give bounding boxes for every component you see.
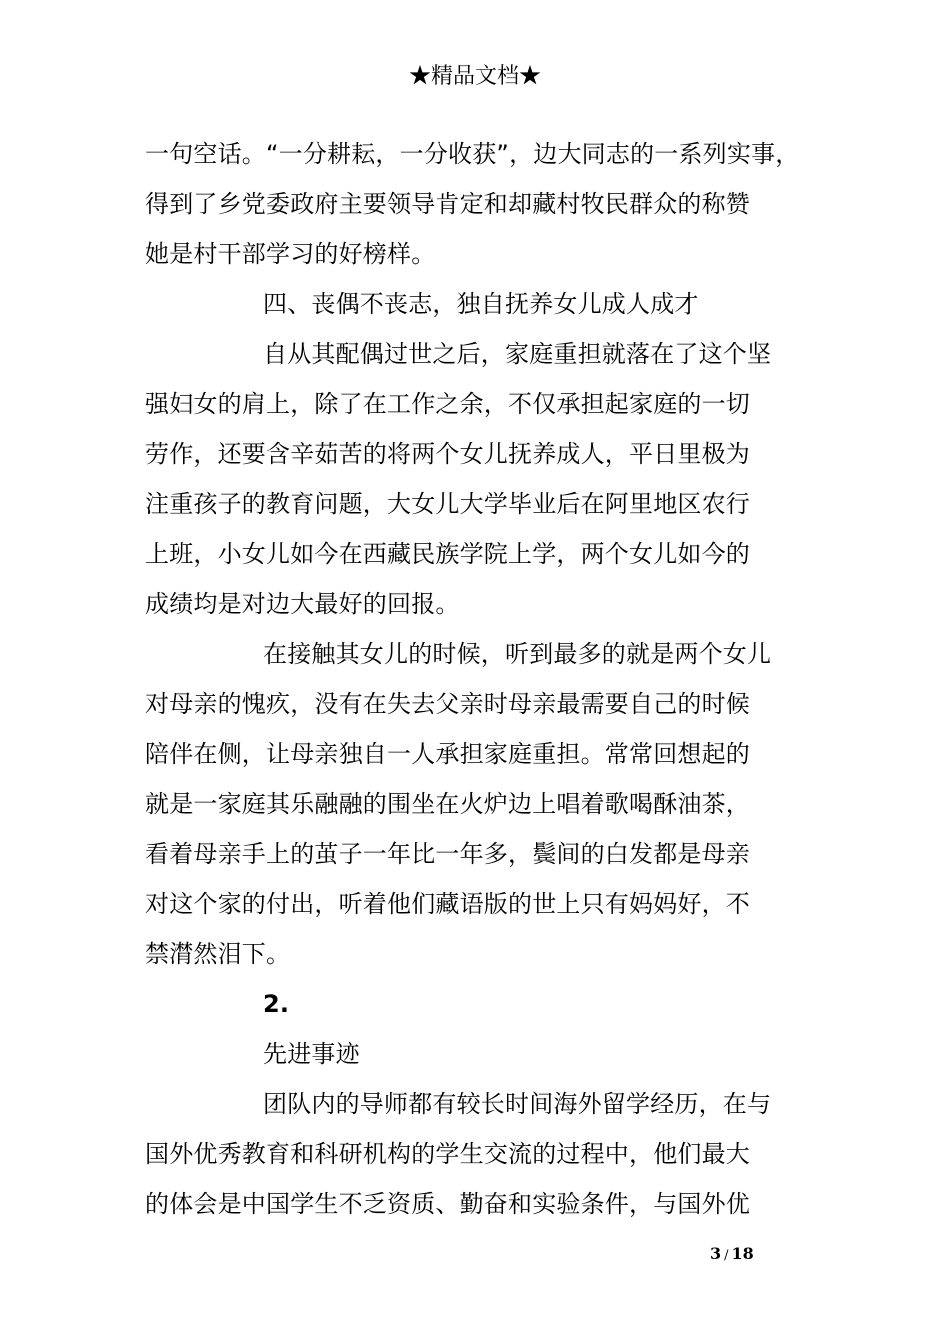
page-total: 18 — [731, 1244, 754, 1263]
body-line: 对母亲的愧疚，没有在失去父亲时母亲最需要自己的时候 — [145, 690, 750, 718]
body-line: 对这个家的付出，听着他们藏语版的世上只有妈妈好，不 — [145, 890, 750, 918]
section-number: 2. — [263, 990, 290, 1018]
section-heading: 先进事迹 — [263, 1040, 360, 1068]
body-line: 在接触其女儿的时候，听到最多的就是两个女儿 — [263, 640, 772, 668]
body-line: 团队内的导师都有较长时间海外留学经历，在与 — [263, 1090, 772, 1118]
body-line: 国外优秀教育和科研机构的学生交流的过程中，他们最大 — [145, 1140, 750, 1168]
body-line: 成绩均是对边大最好的回报。 — [145, 590, 460, 618]
body-line: 她是村干部学习的好榜样。 — [145, 240, 436, 268]
page-current: 3 — [710, 1244, 722, 1263]
page-separator: / — [724, 1248, 729, 1263]
body-line: 的体会是中国学生不乏资质、勤奋和实验条件，与国外优 — [145, 1190, 750, 1218]
body-line: 就是一家庭其乐融融的围坐在火炉边上唱着歌喝酥油茶， — [145, 790, 750, 818]
body-line: 得到了乡党委政府主要领导肯定和却藏村牧民群众的称赞 — [145, 190, 750, 218]
document-body — [145, 129, 810, 1229]
body-line: 禁潸然泪下。 — [145, 940, 291, 968]
body-line: 上班，小女儿如今在西藏民族学院上学，两个女儿如今的 — [145, 540, 750, 568]
body-line: 强妇女的肩上，除了在工作之余，不仅承担起家庭的一切 — [145, 390, 750, 418]
body-line: 陪伴在侧，让母亲独自一人承担家庭重担。常常回想起的 — [145, 740, 750, 768]
page-number — [710, 1244, 754, 1266]
body-line: 自从其配偶过世之后，家庭重担就落在了这个坚 — [263, 340, 772, 368]
body-line: 劳作，还要含辛茹苦的将两个女儿抚养成人，平日里极为 — [145, 440, 750, 468]
page-header-title: ★精品文档★ — [408, 64, 541, 89]
body-line: 注重孩子的教育问题，大女儿大学毕业后在阿里地区农行 — [145, 490, 750, 518]
body-line: 一句空话。“一分耕耘，一分收获”，边大同志的一系列实事， — [145, 140, 800, 168]
section-heading: 四、丧偶不丧志，独自抚养女儿成人成才 — [263, 290, 699, 318]
body-line: 看着母亲手上的茧子一年比一年多，鬓间的白发都是母亲 — [145, 840, 750, 868]
